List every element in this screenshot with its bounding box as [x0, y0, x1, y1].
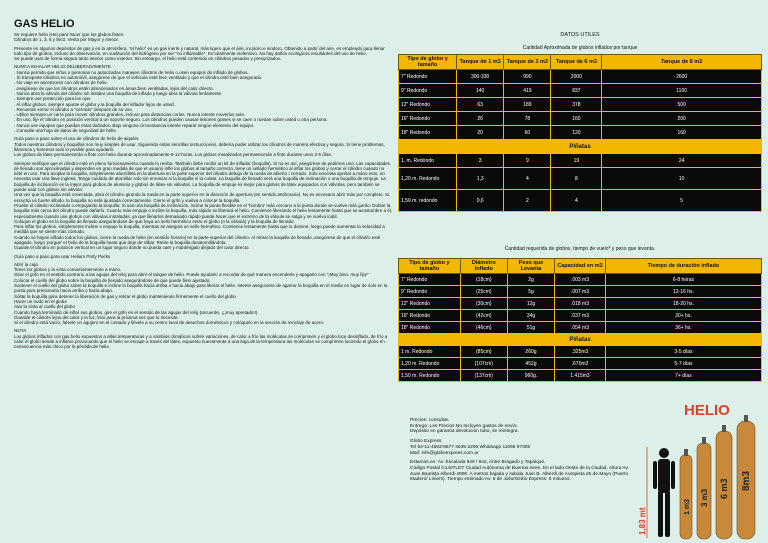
table-cell: 78: [504, 112, 551, 126]
table-row: [399, 98, 762, 112]
left-column: [14, 18, 392, 353]
table-cell: 7+ días: [605, 370, 761, 382]
table-cell: 990: [504, 70, 551, 84]
table-cell: .018 m3: [555, 298, 606, 310]
table-cell: 16" Redondo: [399, 310, 461, 322]
table-cell: 9" Redondo: [399, 84, 457, 98]
table-cell: 1,50 m. Redondo: [399, 370, 461, 382]
table-cell: 0,6: [457, 190, 504, 212]
table-cell: 189: [504, 98, 551, 112]
table-cell: 63: [457, 98, 504, 112]
table1-header: Tanque de 3 m3: [504, 55, 551, 70]
table-cell: 1,20 m. Redondo: [399, 358, 461, 370]
illustration-title: HELIO: [684, 402, 730, 419]
table-cell: 18" Redondo: [399, 126, 457, 140]
table-cell: 1,50 m. redondo: [399, 190, 457, 212]
table-cell: 5: [602, 190, 762, 212]
table2-header: Tiempo de duración inflado: [605, 259, 761, 274]
party-pack-heading: Guía paso a paso para usar Helium Party Packs: [14, 253, 111, 259]
table-cell: .670m3: [555, 358, 606, 370]
table-cell: 1. m. Redondo: [399, 154, 457, 168]
table-cell: (137cm): [460, 370, 507, 382]
table-cell: 960g.: [507, 370, 554, 382]
person-silhouette-icon: [653, 448, 675, 537]
pinatas-subheader: Piñatas: [399, 140, 762, 154]
table-cell: 30+ hs.: [605, 310, 761, 322]
table-row: [399, 190, 762, 212]
table-row: [399, 112, 762, 126]
table-cell: 7" Redondo: [399, 274, 461, 286]
table-cell: 60: [504, 126, 551, 140]
table-cell: 160: [551, 112, 602, 126]
table-row: [399, 370, 762, 382]
table2-header: Peso que Levanta: [507, 259, 554, 274]
height-label: 1,83 mt: [638, 507, 647, 535]
usage-paragraph: Siempre verifique que el cilindro esté en pleno funcionamiento cuando lo reciba. También debe recibir un kit de inflador (boquilla). Si no es así, asegúrese de pedirnos uno. Las capacidades de llenado son aproximadas y dependen en gran medida de que el usuario infle los globos al tamaño correcto, tiene un sellado hermético al inflar los globos y cerrar el cilindro cuando no esté en uso. Para acoplar la boquilla, simplemente atorníllela en la abertura en la parte superior del cilindro debajo de la rueda de abierto / cerrado. Solo necesita apretar a mano esto, no necesita usar una llave inglesa. Tenga cuidado de atornillar solo sin enroscar ni la boquilla ni la culata. La boquilla de llenado será una boquilla de inclinación o una boquilla de empuje. La boquilla de inclinación es la mejor para globos de aluminio y globos de látex sin válvulas. La boquilla de empuje es mejor para globos de látex equipados con válvulas, pero también se puede usar con globos sin válvula. Una vez que la boquilla está conectada, abra el cilindro girando la rueda en la parte superior en la dirección de apertura (en sentido antihorario). No es necesario abrir más por completo. Si escucha un fuerte silbido, la boquilla no está ajustada correctamente. Cierre el grifo y vuelva a colocar la boquilla. Pruebe el cilindro inclinando o empujando la boquilla. Si usa una boquilla de inclinación, incline la punta flexible en el 'hombro' más cercano a la punta donde se vuelve más gordo. Doblar la boquilla más cerca del cilindro puede dañarlo. Cuanto más empuje o incline la boquilla, más rápido se liberará el helio. Comience liberando el helio lentamente hasta que se acostumbre a él, especialmente cuando use globos con válvulas instaladas, ya que llenarlos demasiado rápido puede hacer que el extremo de la válvula se salga y se vuelva inútil. Coloque el globo en la boquilla de llenado asegurándose de que haya un sello hermético entre el globo (o la válvula) y la boquilla de llenado. Para inflar los globos, simplemente incline o empuje la boquilla, mientras se asegura un sello hermético. Comience lentamente hasta que lo domine, luego puede aumentar la velocidad a medida que se siente más cómodo. Cuando se hayan inflado todos los globos, cierre la rueda de helio (en sentido horario) en la parte superior del cilindro. Al retirar la boquilla de llenado, asegúrese de que el cilindro esté apagado, luego 'purgue' el helio de la boquilla hasta que deje de silbar. Retire la boquilla desatornillándola. Guarde el cilindro en posición vertical en un lugar seguro donde no pueda caer y manténgalo alejado del calor directo.: [14, 160, 392, 251]
table-subheader-row: [399, 334, 762, 346]
table-cell: 16" Redondo: [399, 112, 457, 126]
note-paragraph: NOTA: Los globos inflados con gas helio expuestos a altas temperaturas y a cambios climáticos sufren variaciones, de calor a frío las moléculas se comprimen y el globo luce desinflado, de frío a calor el globo tiende a inflarse provocando que el helio se escape a través del látex, expuesto nuevamente a una baja de la temperatura las moléculas se comprimen luciendo el globo en consecuencia más chico por la pérdida de helio.: [14, 328, 388, 350]
table-cell: 1,3: [457, 168, 504, 190]
table-cell: 5-7 días: [605, 358, 761, 370]
table-cell: (42cm): [460, 310, 507, 322]
table-cell: 9" Redondo: [399, 286, 461, 298]
table1-header: Tanque de 6 m3: [551, 55, 602, 70]
company-paragraph: Globo Express Tel 54-11-4683-8577 4635-2296 Whatsapp 11655 97309 Mail: info@globoexpress.com.ar: [410, 439, 531, 456]
table-row: [399, 310, 762, 322]
table-row: [399, 322, 762, 334]
table-row: [399, 126, 762, 140]
balloon-specs-table: [398, 258, 762, 382]
guide-paragraph: Guía paso a paso sobre el uso de cilindros de helio de alquiler. Todos nuestros cilindros y boquillas son muy simples de usar. Siguiendo estas sencillas instrucciones, debería poder utilizar los cilindros de manera efectiva y segura. Si tiene problemas, llámenos y haremos todo lo posible para ayudarlo. Los globos de látex permanecerán a flote con helio durante aproximadamente 8-12 horas. Los globos metalizados permanecerán a flote durante unos 2-5 días.: [14, 136, 385, 158]
address-paragraph: Estamos en: Av. Escalada 940 / 942, entre Bragado y Tapalqué. Código Postal C1407LDT Ciudad Autónoma de Buenos Aires. En el lado Oeste de la Ciudad. Altura Av. Juan Bautista Alberdi 4900. A metros bajada y subida Juan B. Alberdi de Autopista 25 de Mayo (Puerto Madero/ Liniers). Tiempo estimado Av. 9 de Julio/Globo Express: 6 minutos.: [410, 460, 629, 483]
table-cell: 452g: [507, 358, 554, 370]
party-pack-paragraph: Abrir la caja Tener los globos y la cinta convenientemente a mano. Girar el grifo en el sentido contrario a las agujas del reloj para abrir el tanque de helio. Puede ayudarlo a recordar de qué manera encenderlo y apagarlo con "¡Muy bien, muy fijo!" Colocar el cuello del globo sobre la boquilla de llenado asegurándose de que quede bien ajustado. Sostener el cuello del globo sobre la boquilla e incline la boquilla hacia arriba o hacia abajo para liberar el helio. Intente asegurarse de agarrar la boquilla en el medio en lugar de solo en la punta para presionarla hacia arriba o hacia abajo. Soltar la boquilla para detener la liberación de gas y retirar el globo manteniendo firmemente el cuello del globo Hacer un nudo en el globo Atar la cinta al cuello del globo Cuando haya terminado de inflar sus globos, gire el grifo en el sentido de las agujas del reloj (recuerde, ¡¡¡muy apretado!!) Guardar el cilindro lejos del calor y la luz, listo para la próxima vez que lo necesite. Si el cilindro está vacío, falsete un agujero en el costado y llévelo a su centro local de desechos domésticos y colóquelo en la sección de reciclaje de acero.: [14, 261, 388, 326]
table-row: [399, 168, 762, 190]
helium-cylinders-illustration: [640, 395, 766, 541]
table2-caption: Cantidad requerida de globos, tiempo de vuelo* y peso que levanta.: [504, 246, 656, 252]
table-cell: 5g: [507, 286, 554, 298]
table2-body: [399, 274, 762, 382]
page-title: GAS HELIO: [14, 18, 75, 30]
balloons-per-tank-table: [398, 54, 762, 212]
table-cell: (30cm): [460, 298, 507, 310]
table-cell: 12-16 hs.: [605, 286, 761, 298]
table-row: [399, 286, 762, 298]
table-cell: 200: [602, 112, 762, 126]
table2-header: Diámetro Inflado: [460, 259, 507, 274]
table1-caption: Cantidad Aproximada de globos inflados por tanque: [522, 45, 638, 51]
table-cell: 140: [457, 84, 504, 98]
table-cell: 9: [504, 154, 551, 168]
table-cell: 260g: [507, 346, 554, 358]
table-cell: 2600: [602, 70, 762, 84]
datos-title: DATOS UTILES: [560, 32, 600, 38]
table-row: [399, 298, 762, 310]
table-cell: 6-8 horas: [605, 274, 761, 286]
table-cell: .003 m3: [555, 274, 606, 286]
table1-header: Tipo de globo y tamaño: [399, 55, 457, 70]
table-cell: 8: [551, 168, 602, 190]
table-row: [399, 346, 762, 358]
description-paragraph: Presente en algunos depósitos de gas y en la atmósfera, "el helio" es un gas inerte y natural, más ligero que el aire, incoloro e inodoro. Obtenido a partir del aire, es empleado para llenar todo tipo de globos, incluso de observación, en sustitución del hidrógeno por ser "no inflamable". Es totalmente inofensivo. No hay daños ecológicos resultantes del uso de helio. Se puede usar de forma segura tanto interior como exterior. Sin embargo, el helio está contenido en cilindros pesados y presurizados.: [14, 45, 385, 62]
table2-header: Capacidad en m3: [555, 259, 606, 274]
table-cell: .325m3: [555, 346, 606, 358]
table-cell: 3-5 días: [605, 346, 761, 358]
table-subheader-row: [399, 140, 762, 154]
table-cell: 837: [551, 84, 602, 98]
table-cell: 1,20 m. Redondo: [399, 168, 457, 190]
table-row: [399, 70, 762, 84]
table-row: [399, 154, 762, 168]
table-cell: 2000: [551, 70, 602, 84]
cylinder-label: 8m3: [741, 470, 752, 491]
table2-header: Tipo de globo y tamaño: [399, 259, 461, 274]
table-cell: 3: [457, 154, 504, 168]
table-cell: 34g: [507, 310, 554, 322]
table-cell: 300-330: [457, 70, 504, 84]
prices-paragraph: Precios: consultar. Entrega: Los Precios No Incluyen gastos de envío. Depósito en garantía devolución tubo, se reintegra.: [410, 418, 519, 435]
table-row: [399, 84, 762, 98]
table-cell: 2g: [507, 274, 554, 286]
table-cell: (46cm): [460, 322, 507, 334]
table-cell: .007 m3: [555, 286, 606, 298]
table1-body: [399, 70, 762, 212]
table-cell: 26: [457, 112, 504, 126]
table-cell: 19: [551, 154, 602, 168]
table-cell: 120: [551, 126, 602, 140]
table-cell: 18" Redondo: [399, 322, 461, 334]
table-cell: 24: [602, 154, 762, 168]
table1-header: Tanque de 8 m3: [602, 55, 762, 70]
table-cell: 51g: [507, 322, 554, 334]
table-row: [399, 274, 762, 286]
table-cell: 10: [602, 168, 762, 190]
table-cell: 1100: [602, 84, 762, 98]
table-cell: 160: [602, 126, 762, 140]
table-cell: 12" Redondo: [399, 98, 457, 112]
table-cell: 12g: [507, 298, 554, 310]
table-cell: 500: [602, 98, 762, 112]
right-column: [398, 18, 762, 382]
cylinder-label: 6 m3: [719, 478, 729, 499]
table-cell: 1.415m3: [555, 370, 606, 382]
table-row: [399, 358, 762, 370]
table-cell: (85cm): [460, 346, 507, 358]
table-cell: 20: [457, 126, 504, 140]
safety-paragraph: NUNCA INHALAR HELIO DELIBERADAMENTE. . Nunca permita que niños o personas no autorizadas manejen cilindros de helio o usen equipos de inflado de globos. . Si transporte cilindros en automóvil, asegúrese de que el vehículo esté bien ventilado y que el cilindro esté bien asegurado. . No viaje en ascensores con cilindros de helio. . Asegúrese de que los cilindros estén almacenados en áreas bien ventiladas, lejos del calor directo. . Nunca abra la válvula del cilindro sin instalar una boquilla de inflado y luego abra la válvula lentamente. . Siempre use protección para los ojos . Al inflar globos, siempre apunte el globo y la boquilla del inflador lejos de usted. . Recuerde cerrar el cilindro a "cerrado" después de su uso. . Utilice siempre un carro para mover cilindros grandes, incluso para distancias cortas. Nunca intente moverlos solo. . En uso, fije el cilindro en posición vertical a un soporte seguro. Los cilindros pueden causar lesiones graves si se caen o ruedan sobre usted u otra persona. . Nunca use equipos que puedan estar dañados. Bajo ninguna circunstancia intente reparar ningún elemento del equipo. . Consulte una hoja de datos de seguridad de helio.: [14, 64, 328, 134]
intro-paragraph: Se requiere helio (He) para hacer que los globos floten. Cilindros de 1, 3, 6 y 8m3. Venta por Mayor y menor.: [14, 32, 125, 43]
table-cell: (25cm): [460, 286, 507, 298]
table-cell: 2: [504, 190, 551, 212]
table-cell: 4: [551, 190, 602, 212]
table-cell: .037 m3: [555, 310, 606, 322]
table-cell: 4: [504, 168, 551, 190]
table-cell: 7" Redondo: [399, 70, 457, 84]
table1-header: Tanque de 1 m3: [457, 55, 504, 70]
pinatas-subheader: Piñatas: [399, 334, 762, 346]
table-cell: 1 m. Redondo: [399, 346, 461, 358]
cylinder-label: 3 m3: [700, 488, 709, 507]
cylinder-1: [680, 449, 692, 539]
contact-info: [410, 418, 640, 487]
table-cell: .054 m3: [555, 322, 606, 334]
cylinder-2: [697, 437, 711, 539]
table-cell: (107cm): [460, 358, 507, 370]
cylinder-label: 1 m3: [684, 499, 691, 515]
table-cell: 378: [551, 98, 602, 112]
table-cell: 12" Redondo: [399, 298, 461, 310]
table-cell: 18-20 hs.: [605, 298, 761, 310]
table-cell: 36+ hs.: [605, 322, 761, 334]
table-cell: (18cm): [460, 274, 507, 286]
table-cell: 419: [504, 84, 551, 98]
